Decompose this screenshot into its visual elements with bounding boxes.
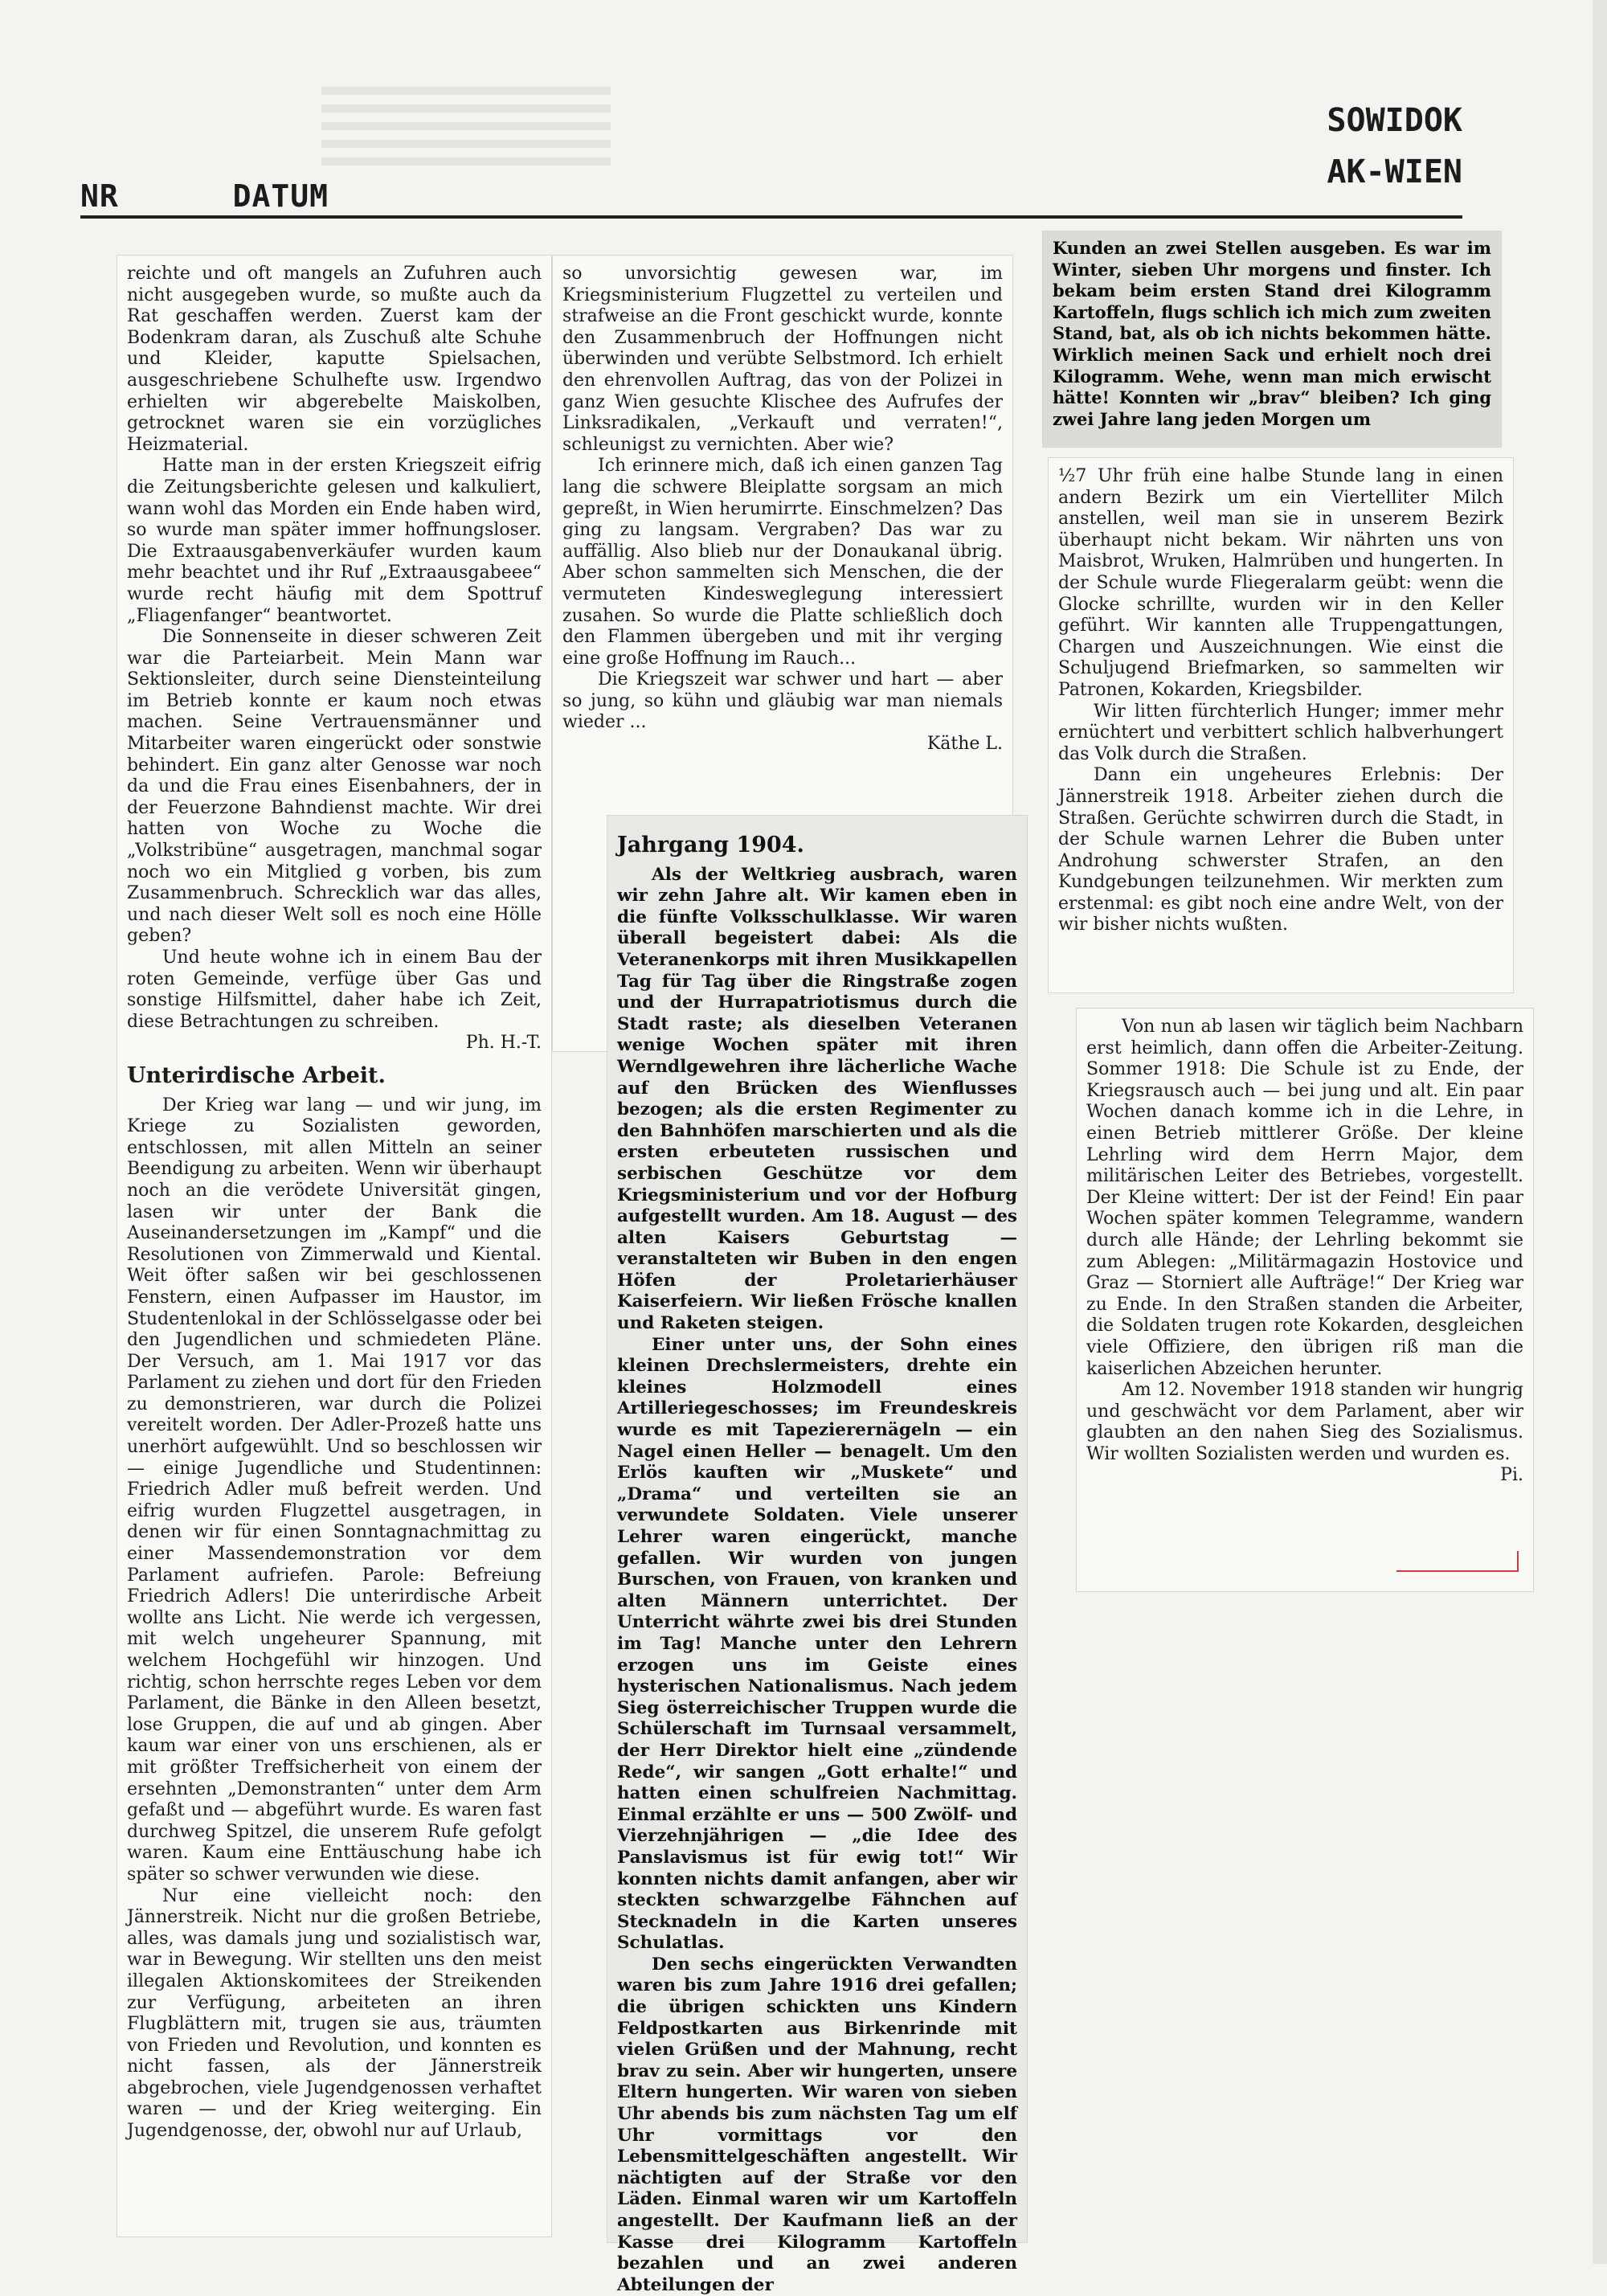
archive-line-1: SOWIDOK xyxy=(1327,102,1462,139)
clipping-column-2-bottom xyxy=(607,816,1027,2295)
clipping-column-3-top xyxy=(1043,231,1501,447)
col2-paragraph-2: Ich erinnere mich, daß ich einen ganzen Tag lang die schwere Bleiplatte sorgsam an mich gepreßt, in Wien herumirrte. Einschmelzen? Das ging zu langsam. Vergraben? Das war zu auffällig. Also blieb nur der Donaukanal übrig. Aber schon sammelten sich Menschen, die der vermuteten Kindesweglegung interessiert zusahen. So wurde die Platte schließlich doch den Flammen übergeben und mit ihr verging eine große Hoffnung im Rauch... xyxy=(562,456,1003,669)
clipping-column-1 xyxy=(117,256,551,2237)
datum-label: DATUM xyxy=(232,178,329,214)
col1-paragraph-1: reichte und oft mangels an Zufuhren auch nicht ausgegeben wurde, so mußte auch da Rat geschaffen werden. Zuerst kam der Bodenkram daran, als Zuschuß alte Schuhe und Kleider, kaputte Spielsachen, ausgeschriebene Schulhefte usw. Irgendwo erhielten wir abgerebelte Maiskolben, getrocknet waren sie ein vorzügliches Heizmaterial. xyxy=(127,264,542,455)
signature-ph-ht: Ph. H.-T. xyxy=(465,1033,542,1054)
faint-bleed-through xyxy=(321,87,611,167)
signature-pi: Pi. xyxy=(1500,1465,1523,1486)
red-pencil-mark xyxy=(1396,1567,1525,1574)
col1-paragraph-5: Der Krieg war lang — und wir jung, im Kriege zu Sozialisten geworden, entschlossen, mit allen Mitteln an seiner Beendigung zu arbeiten. Wenn wir überhaupt noch an die verödete Universität gingen, lasen wir unter der Bank die Auseinandersetzungen im „Kampf“ und die Resolutionen von Zimmerwald und Kiental. Weit öfter saßen wir bei geschlossenen Fenstern, einen Aufpasser im Haustor, im Studentenlokal in der Schlösselgasse oder bei den Jugendlichen und schmiedeten Pläne. Der Versuch, am 1. Mai 1917 vor das Parlament zu ziehen und dort für den Frieden zu demonstrieren, war durch die Polizei vereitelt worden. Der Adler-Prozeß hatte uns unerhört aufgewühlt. Und so beschlossen wir — einige Jugendliche und Studentinnen: Friedrich Adler muß befreit werden. Und eifrig wurden Flugzettel ausgetragen, in denen wir für einen Sonntagnachmittag zu einer Massendemonstration vor dem Parlament aufriefen. Parole: Befreiung Friedrich Adlers! Die unterirdische Arbeit wollte ans Licht. Nie werde ich vergessen, mit welch ungeheurer Spannung, mit welchem Hochgefühl wir hinzogen. Und richtig, schon herrschte reges Leben vor dem Parlament, die Bänke in den Alleen besetzt, lose Gruppen, die auf und ab gingen. Aber kaum war einer von uns erschienen, als er mit größter Treffsicherheit von einem der ersehnten „Demonstranten“ unter dem Arm gefaßt und — abgeführt wurde. Es waren fast durchweg Spitzel, die unserem Rufe gefolgt waren. Kaum eine Enttäuschung habe ich später so schwer verwunden wie diese. xyxy=(127,1095,542,1885)
col1-paragraph-6: Nur eine vielleicht noch: den Jännerstreik. Nicht nur die großen Betriebe, alles, was damals jung und sozialistisch war, war in Bewegung. Wir stellten uns den meist illegalen Aktionskomitees der Streikenden zur Verfügung, arbeiteten an ihren Flugblättern mit, trugen sie aus, träumten von Frieden und Revolution, und konnten es nicht fassen, als der Jännerstreik abgebrochen, viele Jugendgenossen verhaftet waren — und der Krieg weiterging. Ein Jugendgenosse, der, obwohl nur auf Urlaub, xyxy=(127,1885,542,2142)
clipping-column-3-middle xyxy=(1049,458,1513,992)
col3-paragraph-1: Kunden an zwei Stellen ausgeben. Es war im Winter, sieben Uhr morgens und finster. Ich bekam beim ersten Stand drei Kilogramm Kartoffeln, flugs schlich ich mich zum zweiten Stand, bat, als ob ich nichts bekommen hätte. Wirklich meinen Sack und erhielt noch drei Kilogramm. Wehe, wenn man mich erwischt hätte! Konnten wir „brav“ bleiben? Ich ging zwei Jahre lang jeden Morgen um xyxy=(1053,238,1491,429)
col3-paragraph-4: Dann ein ungeheures Erlebnis: Der Jännerstreik 1918. Arbeiter ziehen durch die Straßen. Gerüchte schwirren durch die Stadt, in der Schule warnen Lehrer die Buben unter Androhung schwerster Strafen, an den Kundgebungen teilzunehmen. Wir merkten zum erstenmal: es gibt noch eine andre Welt, von der wir bisher nichts wußten. xyxy=(1058,765,1503,935)
signature-kaethe-l: Käthe L. xyxy=(926,734,1003,755)
col2-paragraph-5: Einer unter uns, der Sohn eines kleinen Drechslermeisters, drehte ein kleines Holzmodell eines Artilleriegeschosses; im Freundeskreis wurde es mit Tapezierernägeln — ein Nagel einen Heller — benagelt. Um den Erlös kauften wir „Muskete“ und „Drama“ und verteilten sie an verwundete Soldaten. Viele unserer Lehrer waren eingerückt, manche gefallen. Wir wurden von jungen Burschen, von Frauen, von kranken und alten Männern unterrichtet. Der Unterricht währte zwei bis drei Stunden im Tag! Manche unter den Lehrern erzogen uns im Geiste eines hysterischen Nationalismus. Nach jedem Sieg österreichischer Truppen wurde die Schülerschaft im Turnsaal versammelt, der Herr Direktor hielt eine „zündende Rede“, wir sangen „Gott erhalte!“ und hatten einen schulfreien Nachmittag. Einmal erzählte er uns — 500 Zwölf- und Vierzehnjährigen — „die Idee des Panslavismus ist für ewig tot!“ Wir konnten nichts damit anfangen, aber wir steckten schwarzgelbe Fähnchen auf Stecknadeln in die Karten unseres Schulatlas. xyxy=(617,1334,1017,1954)
col3-paragraph-6: Am 12. November 1918 standen wir hungrig und geschwächt vor dem Parlament, aber wir glaubten an den nahen Sieg des Sozialismus. Wir wollten Sozialisten werden und wurden es. xyxy=(1086,1380,1523,1464)
heading-jahrgang-1904: Jahrgang 1904. xyxy=(617,833,804,857)
header-rule xyxy=(80,215,1462,219)
archive-header-fields xyxy=(80,178,329,214)
col2-paragraph-6: Den sechs eingerückten Verwandten waren bis zum Jahre 1916 drei gefallen; die übrigen schickten uns Kindern Feldpostkarten aus Birkenrinde mit vielen Grüßen und der Mahnung, recht brav zu sein. Aber wir hungerten, unsere Eltern hungerten. Wir waren von sieben Uhr abends bis zum nächsten Tag um elf Uhr vormittags vor den Lebensmittelgeschäften angestellt. Wir nächtigten auf der Straße vor den Läden. Einmal waren wir um Kartoffeln angestellt. Der Kaufmann ließ an der Kasse drei Kilogramm Kartoffeln bezahlen und an zwei anderen Abteilungen der xyxy=(617,1954,1017,2295)
col1-paragraph-2: Hatte man in der ersten Kriegszeit eifrig die Zeitungsberichte gelesen und kalkuliert, wann wohl das Morden ein Ende haben wird, so wurde man später immer hoffnungsloser. Die Extraausgabenverkäufer wurden kaum mehr beachtet und ihr Ruf „Extraausgabeee“ wurde recht häufig mit dem Spottruf „Fliagenfanger“ beantwortet. xyxy=(127,456,542,626)
col1-paragraph-4: Und heute wohne ich in einem Bau der roten Gemeinde, verfüge über Gas und sonstige Hilfsmittel, daher habe ich Zeit, diese Betrachtungen zu schreiben. xyxy=(127,947,542,1032)
archive-line-2: AK-WIEN xyxy=(1327,153,1462,190)
col2-paragraph-4: Als der Weltkrieg ausbrach, waren wir zehn Jahre alt. Wir kamen eben in die fünfte Volksschulklasse. Wir waren überall begeistert dabei: Als die Veteranenkorps mit ihren Musikkapellen Tag für Tag über die Ringstraße zogen und der Hurrapatriotismus durch die Stadt raste; als dieselben Veteranen wenige Wochen später mit ihren Werndlgewehren ihre lächerliche Wache auf den Brücken des Wienflusses bezogen; als die ersten Regimenter zu den Bahnhöfen marschierten und als die ersten erbeuteten russischen und serbischen Geschütze vor dem Kriegsministerium und vor der Hofburg aufgestellt wurden. Am 18. August — des alten Kaisers Geburtstag — veranstalteten wir Buben in den engen Höfen der Proletarierhäuser Kaiserfeiern. Wir ließen Frösche knallen und Raketen steigen. xyxy=(617,864,1017,1334)
clipping-column-3-bottom xyxy=(1077,1009,1533,1591)
heading-unterirdische-arbeit: Unterirdische Arbeit. xyxy=(127,1062,386,1088)
col2-paragraph-3: Die Kriegszeit war schwer und hart — aber so jung, so kühn und gläubig war man niemals wieder ... xyxy=(562,669,1003,733)
col3-paragraph-3: Wir litten fürchterlich Hunger; immer mehr ernüchtert und verbittert schlich halbverhungert das Volk durch die Straßen. xyxy=(1058,701,1503,764)
nr-label: NR xyxy=(80,178,119,214)
archive-stamp xyxy=(1327,95,1462,198)
col1-paragraph-3: Die Sonnenseite in dieser schweren Zeit war die Parteiarbeit. Mein Mann war Sektionsleiter, durch seine Diensteinteilung im Betrieb konnte er kaum noch etwas machen. Seine Vertrauensmänner und Mitarbeiter waren eingerückt oder sonstwie behindert. Ein ganz alter Genosse war noch da und die Frau eines Eisenbahners, der in der Feuerzone Bahndienst machte. Wir drei hatten von Woche zu Woche die „Volkstribüne“ ausgetragen, manchmal sogar noch wo ein Mitglied g vorben, bis zum Zusammenbruch. Schrecklich war das alles, und nach dieser Welt soll es noch eine Hölle geben? xyxy=(127,627,542,947)
col3-paragraph-5: Von nun ab lasen wir täglich beim Nachbarn erst heimlich, dann offen die Arbeiter-Zeitung. Sommer 1918: Die Schule ist zu Ende, der Kriegsrausch auch — bei jung und alt. Ein paar Wochen danach komme ich in die Lehre, in einen Betrieb mittlerer Größe. Der kleine Lehrling wird dem Herrn Major, dem militärischen Leiter des Betriebes, vorgestellt. Der Kleine wittert: Der ist der Feind! Ein paar Wochen später kommen Telegramme, wandern durch alle Hände; der Lehrling bekommt sie zum Ablegen: „Militärmagazin Hostovice und Graz — Storniert alle Aufträge!“ Der Krieg war zu Ende. In den Straßen standen die Arbeiter, die Soldaten trugen rote Kokarden, desgleichen viele Offiziere, den übrigen riß man die kaiserlichen Abzeichen herunter. xyxy=(1086,1017,1523,1379)
paper-edge xyxy=(1593,0,1607,2264)
col3-paragraph-2: ½7 Uhr früh eine halbe Stunde lang in einen andern Bezirk um ein Viertelliter Milch anstellen, weil man sie in unserem Bezirk überhaupt nicht bekam. Wir nährten uns von Maisbrot, Wruken, Halmrüben und hungerten. In der Schule wurde Fliegeralarm geübt: wenn die Glocke schrillte, wurden wir in den Keller geführt. Wir kannten alle Truppengattungen, Chargen und Auszeichnungen. Wie einst die Schuljugend Briefmarken, so sammelten wir Patronen, Kokarden, Kriegsbilder. xyxy=(1058,466,1503,700)
col2-paragraph-1: so unvorsichtig gewesen war, im Kriegsministerium Flugzettel zu verteilen und strafweise an die Front geschickt wurde, konnte den Zusammenbruch der Hoffnungen nicht überwinden und verübte Selbstmord. Ich erhielt den ehrenvollen Auftrag, das von der Polizei in ganz Wien gesuchte Klischee des Aufrufes der Linksradikalen, „Verkauft und verraten!“, schleunigst zu vernichten. Aber wie? xyxy=(562,264,1003,455)
